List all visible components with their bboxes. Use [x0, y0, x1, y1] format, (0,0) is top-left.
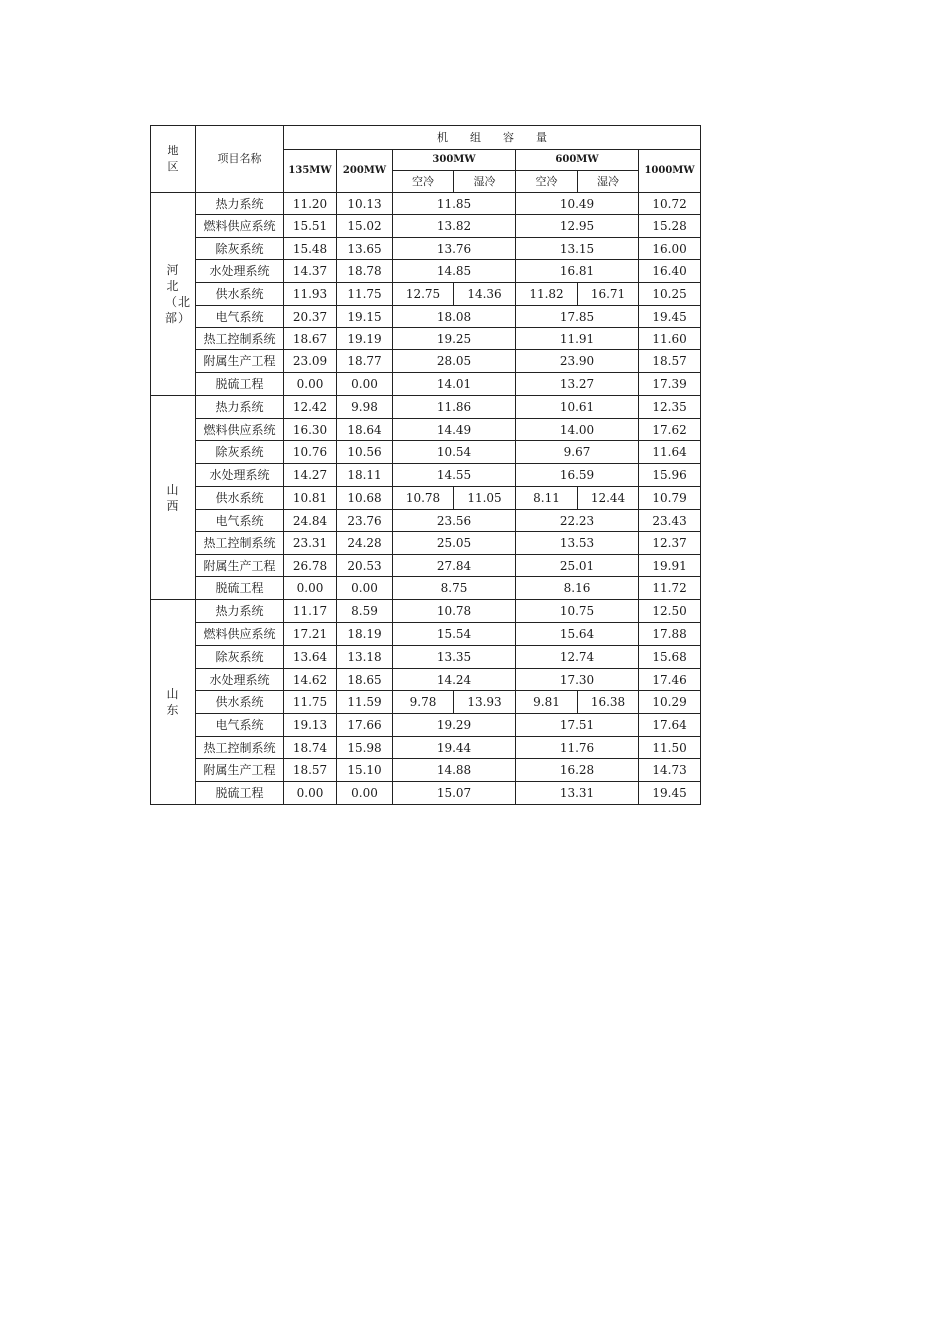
value-135mw: 24.84 [284, 510, 337, 532]
table-row [151, 577, 701, 600]
item-name-cell: 电气系统 [196, 306, 284, 328]
value-300mw: 14.49 [393, 419, 516, 441]
table-row [151, 193, 701, 215]
value-200mw: 13.65 [337, 238, 393, 260]
value-200mw: 19.19 [337, 328, 393, 350]
value-300mw: 13.35 [393, 646, 516, 669]
value-135mw: 26.78 [284, 555, 337, 577]
header-300mw: 300MW [393, 150, 516, 171]
value-200mw: 10.56 [337, 441, 393, 464]
value-200mw: 15.10 [337, 759, 393, 782]
item-name-cell: 脱硫工程 [196, 373, 284, 396]
value-135mw: 17.21 [284, 623, 337, 646]
value-1000mw: 18.57 [639, 350, 701, 373]
item-name-cell: 热工控制系统 [196, 737, 284, 759]
table-row [151, 737, 701, 759]
value-600mw: 12.95 [516, 215, 639, 238]
value-600mw: 13.27 [516, 373, 639, 396]
value-200mw: 18.64 [337, 419, 393, 441]
value-135mw: 18.57 [284, 759, 337, 782]
value-200mw: 20.53 [337, 555, 393, 577]
value-600mw: 22.23 [516, 510, 639, 532]
value-200mw: 11.75 [337, 283, 393, 306]
item-name-cell: 燃料供应系统 [196, 419, 284, 441]
header-region: 地区 [151, 126, 196, 193]
value-300mw: 15.54 [393, 623, 516, 646]
item-name-cell: 脱硫工程 [196, 577, 284, 600]
value-1000mw: 16.40 [639, 260, 701, 283]
value-300mw: 27.84 [393, 555, 516, 577]
value-600mw: 17.51 [516, 714, 639, 737]
table-row [151, 600, 701, 623]
value-300mw: 14.88 [393, 759, 516, 782]
value-1000mw: 10.29 [639, 691, 701, 714]
value-135mw: 20.37 [284, 306, 337, 328]
table-body [151, 193, 701, 805]
value-200mw: 18.65 [337, 669, 393, 691]
item-name-cell: 水处理系统 [196, 669, 284, 691]
value-1000mw: 19.91 [639, 555, 701, 577]
value-135mw: 23.09 [284, 350, 337, 373]
value-300mw: 19.44 [393, 737, 516, 759]
value-1000mw: 10.72 [639, 193, 701, 215]
value-300mw-air: 10.78 [393, 487, 454, 510]
value-600mw: 16.81 [516, 260, 639, 283]
value-135mw: 14.27 [284, 464, 337, 487]
value-200mw: 15.98 [337, 737, 393, 759]
value-300mw: 13.76 [393, 238, 516, 260]
value-1000mw: 15.28 [639, 215, 701, 238]
region-cell [151, 600, 206, 805]
value-200mw: 18.77 [337, 350, 393, 373]
header-600mw: 600MW [516, 150, 639, 171]
header-300-wet-cooling: 湿冷 [454, 171, 516, 193]
item-name-cell: 除灰系统 [196, 238, 284, 260]
value-1000mw: 10.79 [639, 487, 701, 510]
value-1000mw: 11.60 [639, 328, 701, 350]
value-200mw: 9.98 [337, 396, 393, 419]
value-300mw: 28.05 [393, 350, 516, 373]
value-1000mw: 11.64 [639, 441, 701, 464]
item-name-cell: 水处理系统 [196, 464, 284, 487]
value-135mw: 11.93 [284, 283, 337, 306]
header-600-air-cooling: 空冷 [516, 171, 578, 193]
value-1000mw: 12.35 [639, 396, 701, 419]
value-300mw: 15.07 [393, 782, 516, 805]
value-135mw: 15.51 [284, 215, 337, 238]
table-row [151, 782, 701, 805]
table-row [151, 419, 701, 441]
header-capacity: 机 组 容 量 [284, 126, 701, 150]
value-300mw: 10.78 [393, 600, 516, 623]
value-600mw-wet: 16.38 [578, 691, 639, 714]
value-1000mw: 17.88 [639, 623, 701, 646]
value-135mw: 11.17 [284, 600, 337, 623]
value-1000mw: 14.73 [639, 759, 701, 782]
table-row [151, 215, 701, 238]
value-200mw: 18.78 [337, 260, 393, 283]
value-600mw: 10.61 [516, 396, 639, 419]
value-600mw-wet: 12.44 [578, 487, 639, 510]
value-200mw: 11.59 [337, 691, 393, 714]
value-300mw-wet: 11.05 [454, 487, 516, 510]
value-300mw: 14.01 [393, 373, 516, 396]
value-300mw: 18.08 [393, 306, 516, 328]
value-135mw: 19.13 [284, 714, 337, 737]
value-600mw: 16.59 [516, 464, 639, 487]
item-name-cell: 电气系统 [196, 714, 284, 737]
header-600-wet-cooling: 湿冷 [578, 171, 639, 193]
value-200mw: 17.66 [337, 714, 393, 737]
value-200mw: 13.18 [337, 646, 393, 669]
header-200mw: 200MW [337, 150, 393, 193]
item-name-cell: 热工控制系统 [196, 532, 284, 555]
region-label: 山 东 [166, 687, 206, 717]
header-project-name: 项目名称 [196, 126, 284, 193]
value-600mw: 9.67 [516, 441, 639, 464]
value-1000mw: 19.45 [639, 306, 701, 328]
value-300mw: 19.25 [393, 328, 516, 350]
value-135mw: 18.67 [284, 328, 337, 350]
value-600mw: 11.76 [516, 737, 639, 759]
value-600mw-air: 11.82 [516, 283, 578, 306]
table-row [151, 623, 701, 646]
value-300mw-air: 12.75 [393, 283, 454, 306]
value-300mw-wet: 13.93 [454, 691, 516, 714]
header-1000mw: 1000MW [639, 150, 701, 193]
value-1000mw: 16.00 [639, 238, 701, 260]
value-135mw: 11.75 [284, 691, 337, 714]
value-300mw: 25.05 [393, 532, 516, 555]
value-600mw: 25.01 [516, 555, 639, 577]
value-600mw: 23.90 [516, 350, 639, 373]
item-name-cell: 供水系统 [196, 283, 284, 306]
value-300mw: 8.75 [393, 577, 516, 600]
value-300mw-air: 9.78 [393, 691, 454, 714]
region-cell [151, 396, 206, 600]
value-1000mw: 15.96 [639, 464, 701, 487]
item-name-cell: 热力系统 [196, 600, 284, 623]
table-row [151, 691, 701, 714]
item-name-cell: 供水系统 [196, 487, 284, 510]
value-1000mw: 17.39 [639, 373, 701, 396]
value-600mw-air: 9.81 [516, 691, 578, 714]
value-300mw: 14.24 [393, 669, 516, 691]
region-label: 河北（北部） [165, 263, 192, 325]
value-200mw: 0.00 [337, 782, 393, 805]
value-1000mw: 17.62 [639, 419, 701, 441]
item-name-cell: 燃料供应系统 [196, 623, 284, 646]
table-row [151, 646, 701, 669]
value-300mw: 11.85 [393, 193, 516, 215]
value-300mw: 23.56 [393, 510, 516, 532]
table-row [151, 441, 701, 464]
value-1000mw: 17.64 [639, 714, 701, 737]
region-label: 山 西 [166, 482, 206, 513]
value-600mw: 13.53 [516, 532, 639, 555]
item-name-cell: 附属生产工程 [196, 350, 284, 373]
table-row [151, 464, 701, 487]
value-300mw-wet: 14.36 [454, 283, 516, 306]
item-name-cell: 电气系统 [196, 510, 284, 532]
table-row [151, 350, 701, 373]
value-300mw: 10.54 [393, 441, 516, 464]
value-135mw: 14.62 [284, 669, 337, 691]
capacity-cost-table [150, 125, 701, 805]
value-300mw: 19.29 [393, 714, 516, 737]
value-200mw: 19.15 [337, 306, 393, 328]
value-200mw: 15.02 [337, 215, 393, 238]
value-200mw: 0.00 [337, 373, 393, 396]
table-row [151, 260, 701, 283]
value-135mw: 18.74 [284, 737, 337, 759]
value-600mw: 16.28 [516, 759, 639, 782]
value-600mw: 13.31 [516, 782, 639, 805]
value-600mw-wet: 16.71 [578, 283, 639, 306]
item-name-cell: 热力系统 [196, 396, 284, 419]
value-135mw: 12.42 [284, 396, 337, 419]
value-300mw: 14.85 [393, 260, 516, 283]
value-1000mw: 10.25 [639, 283, 701, 306]
value-135mw: 10.76 [284, 441, 337, 464]
table-row [151, 532, 701, 555]
item-name-cell: 附属生产工程 [196, 555, 284, 577]
value-200mw: 10.68 [337, 487, 393, 510]
item-name-cell: 热工控制系统 [196, 328, 284, 350]
value-135mw: 13.64 [284, 646, 337, 669]
table-row [151, 238, 701, 260]
item-name-cell: 脱硫工程 [196, 782, 284, 805]
table-row [151, 759, 701, 782]
value-135mw: 0.00 [284, 577, 337, 600]
value-135mw: 16.30 [284, 419, 337, 441]
value-1000mw: 15.68 [639, 646, 701, 669]
table-row [151, 487, 701, 510]
item-name-cell: 除灰系统 [196, 441, 284, 464]
value-300mw: 13.82 [393, 215, 516, 238]
value-1000mw: 12.50 [639, 600, 701, 623]
value-600mw: 13.15 [516, 238, 639, 260]
value-1000mw: 23.43 [639, 510, 701, 532]
value-600mw: 10.49 [516, 193, 639, 215]
value-135mw: 23.31 [284, 532, 337, 555]
item-name-cell: 供水系统 [196, 691, 284, 714]
value-135mw: 0.00 [284, 373, 337, 396]
value-200mw: 10.13 [337, 193, 393, 215]
value-600mw: 12.74 [516, 646, 639, 669]
value-200mw: 0.00 [337, 577, 393, 600]
item-name-cell: 热力系统 [196, 193, 284, 215]
value-1000mw: 17.46 [639, 669, 701, 691]
item-name-cell: 除灰系统 [196, 646, 284, 669]
value-135mw: 10.81 [284, 487, 337, 510]
value-135mw: 11.20 [284, 193, 337, 215]
value-600mw: 8.16 [516, 577, 639, 600]
value-300mw: 11.86 [393, 396, 516, 419]
value-600mw: 15.64 [516, 623, 639, 646]
value-600mw: 14.00 [516, 419, 639, 441]
value-200mw: 8.59 [337, 600, 393, 623]
item-name-cell: 水处理系统 [196, 260, 284, 283]
value-600mw: 10.75 [516, 600, 639, 623]
value-200mw: 18.19 [337, 623, 393, 646]
value-135mw: 15.48 [284, 238, 337, 260]
value-135mw: 0.00 [284, 782, 337, 805]
value-200mw: 23.76 [337, 510, 393, 532]
value-1000mw: 19.45 [639, 782, 701, 805]
value-1000mw: 12.37 [639, 532, 701, 555]
table-row [151, 510, 701, 532]
value-600mw-air: 8.11 [516, 487, 578, 510]
table-row [151, 283, 701, 306]
value-600mw: 17.30 [516, 669, 639, 691]
value-1000mw: 11.50 [639, 737, 701, 759]
table-row [151, 396, 701, 419]
header-300-air-cooling: 空冷 [393, 171, 454, 193]
value-600mw: 11.91 [516, 328, 639, 350]
value-600mw: 17.85 [516, 306, 639, 328]
header-135mw: 135MW [284, 150, 337, 193]
table-row [151, 669, 701, 691]
table-row [151, 328, 701, 350]
region-cell [151, 193, 196, 396]
table-row [151, 373, 701, 396]
item-name-cell: 附属生产工程 [196, 759, 284, 782]
value-200mw: 18.11 [337, 464, 393, 487]
value-135mw: 14.37 [284, 260, 337, 283]
value-300mw: 14.55 [393, 464, 516, 487]
table-row [151, 714, 701, 737]
table-row [151, 555, 701, 577]
item-name-cell: 燃料供应系统 [196, 215, 284, 238]
value-200mw: 24.28 [337, 532, 393, 555]
table-row [151, 306, 701, 328]
value-1000mw: 11.72 [639, 577, 701, 600]
